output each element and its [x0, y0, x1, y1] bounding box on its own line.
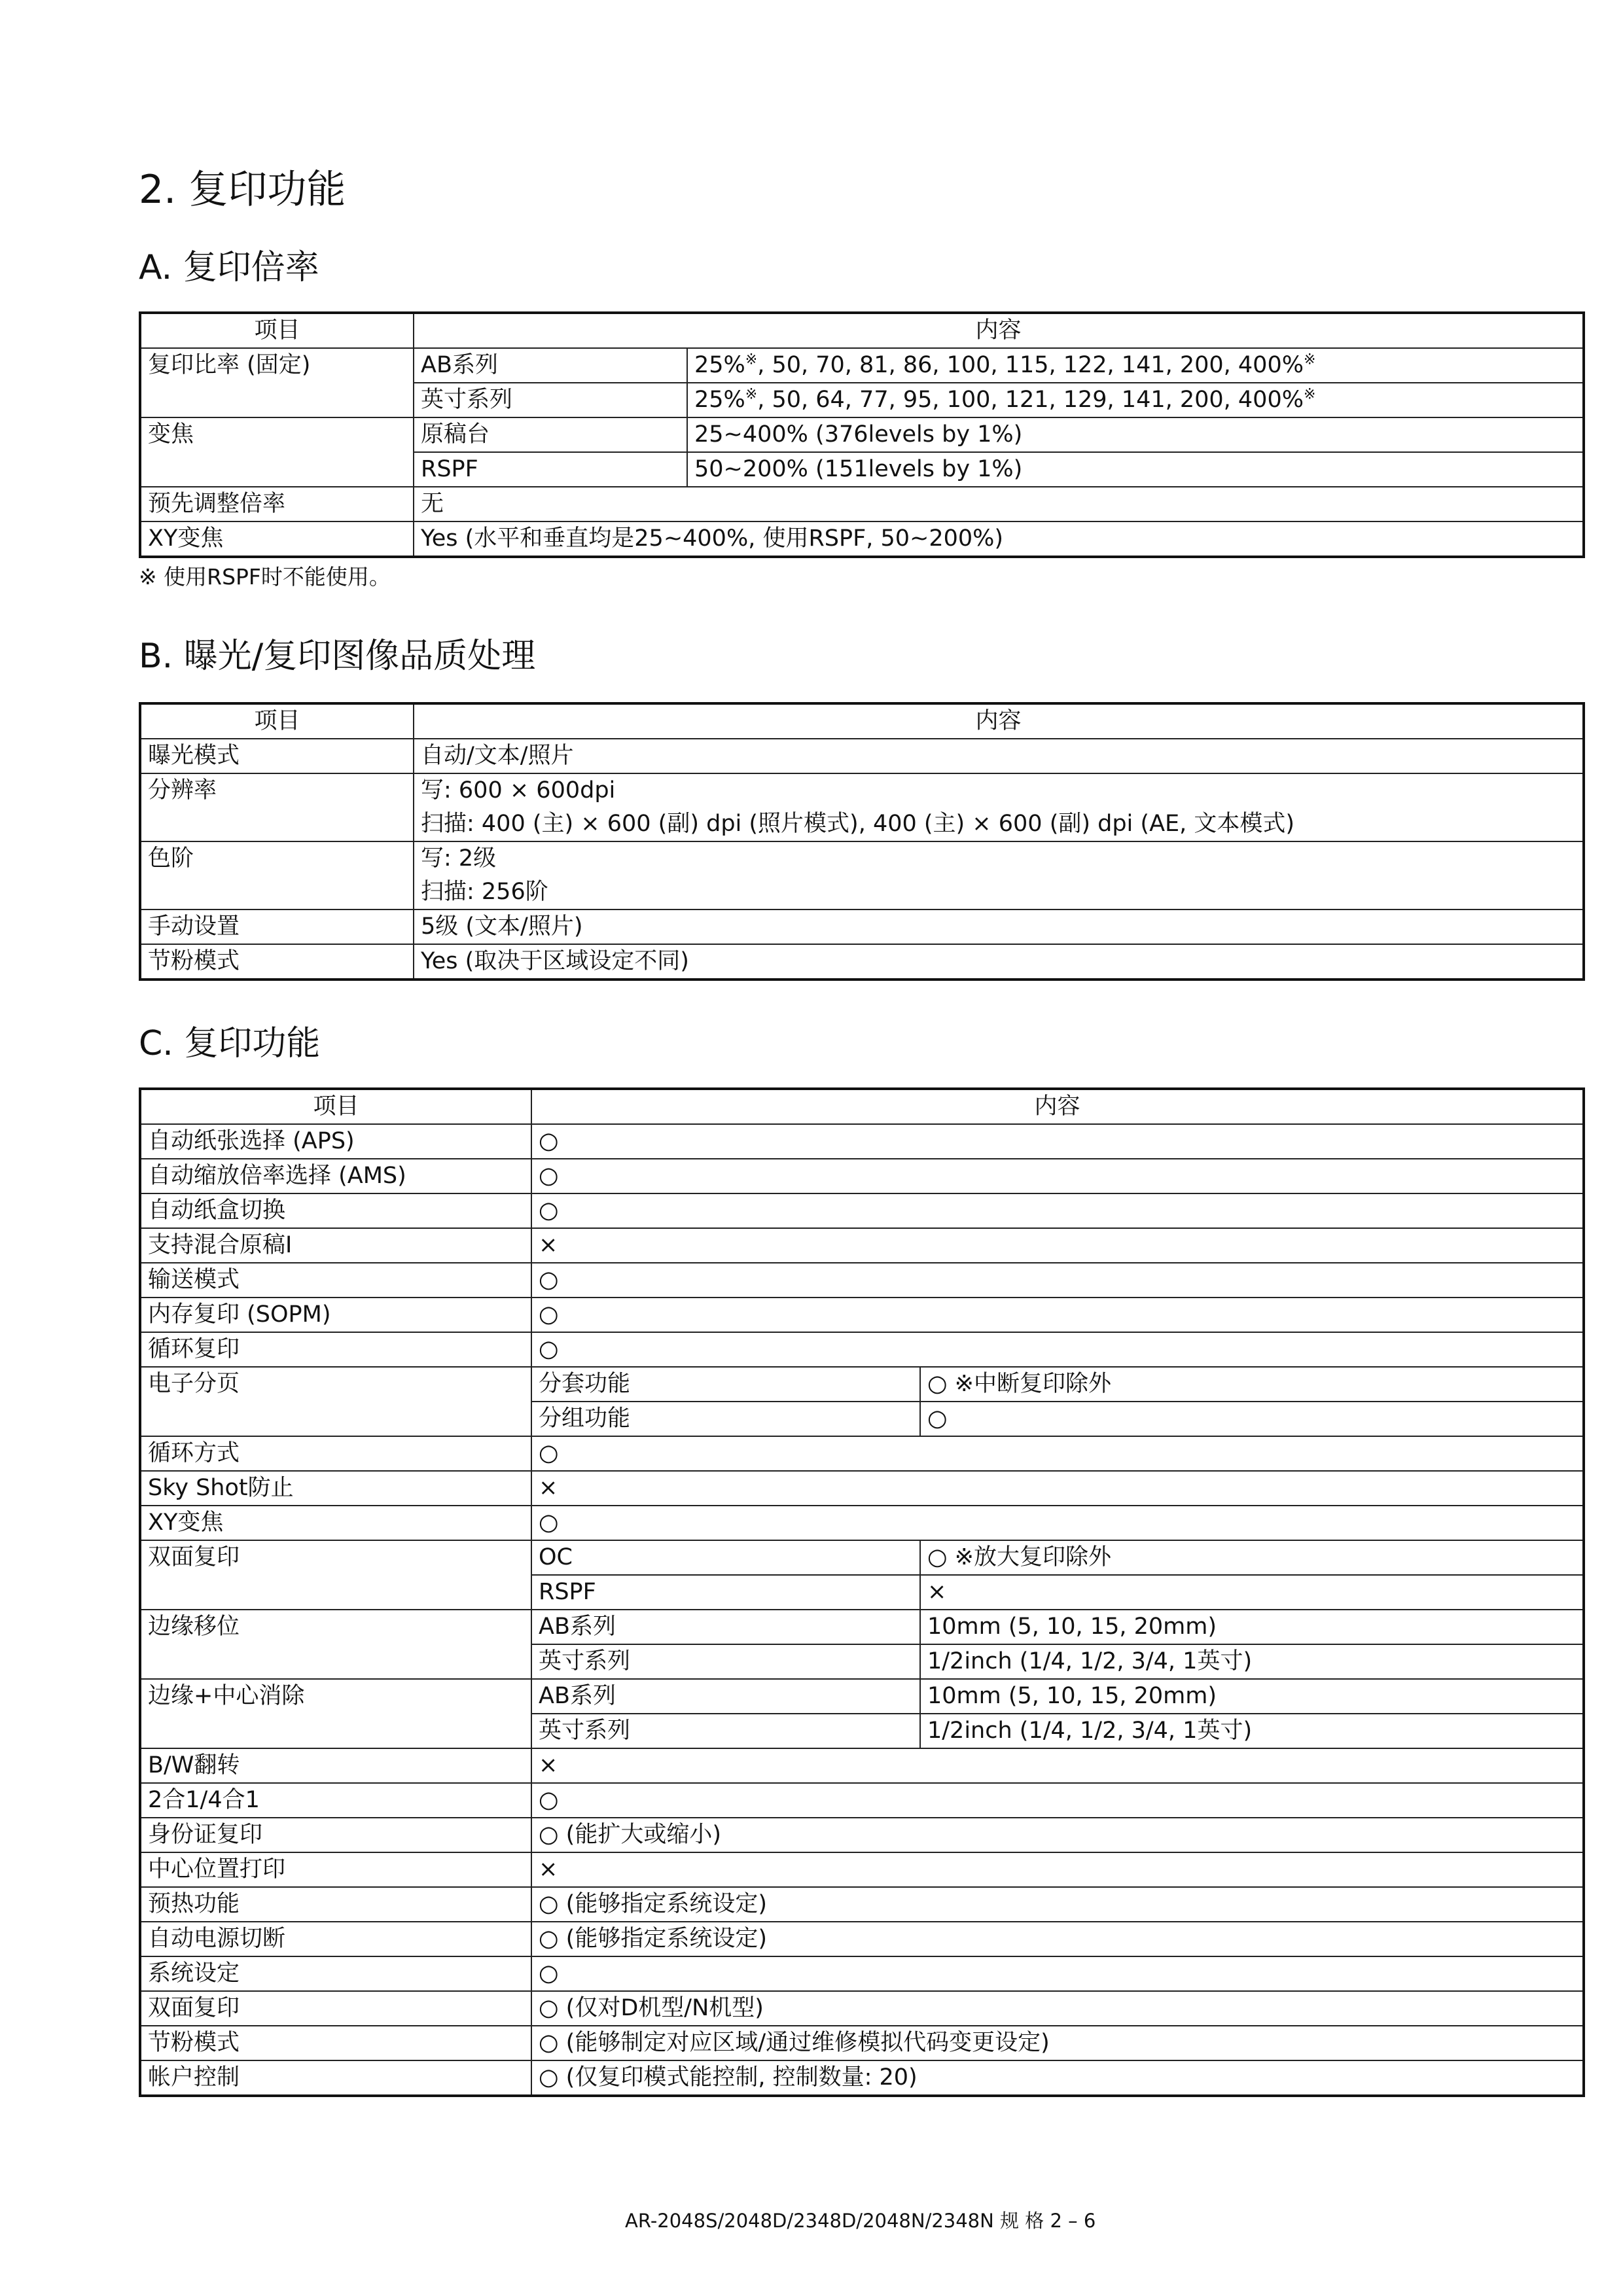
table-row: [140, 2026, 1584, 2060]
header-content: 内容: [414, 313, 1584, 348]
row-value: ○ ※放大复印除外: [920, 1540, 1584, 1575]
row-item: 自动缩放倍率选择 (AMS): [140, 1159, 531, 1193]
table-row: [140, 1367, 1584, 1402]
row-item: 自动纸张选择 (APS): [140, 1124, 531, 1159]
row-value: ○ ※中断复印除外: [920, 1367, 1584, 1402]
row-sub: 英寸系列: [531, 1714, 920, 1748]
row-sub: OC: [531, 1540, 920, 1575]
row-item: 自动纸盒切换: [140, 1193, 531, 1228]
row-sub: 原稿台: [414, 417, 687, 452]
page-title: 2. 复印功能: [139, 167, 346, 213]
table-row: [140, 1159, 1584, 1193]
table-row: [140, 773, 1584, 841]
row-item: 中心位置打印: [140, 1852, 531, 1887]
row-value: 1/2inch (1/4, 1/2, 3/4, 1英寸): [920, 1714, 1584, 1748]
table-row: [140, 1922, 1584, 1956]
row-item: 支持混合原稿I: [140, 1228, 531, 1263]
row-value: ○ (仅复印模式能控制, 控制数量: 20): [531, 2060, 1584, 2096]
row-value: 自动/文本/照片: [414, 739, 1584, 773]
row-value: ○: [920, 1402, 1584, 1436]
row-value: ○: [531, 1124, 1584, 1159]
asterisk-mark: ※: [1303, 386, 1316, 403]
table-row: [140, 1124, 1584, 1159]
row-value: ○: [531, 1263, 1584, 1298]
table-row: [140, 1818, 1584, 1852]
table-row: [140, 1887, 1584, 1922]
exposure-table: [139, 702, 1585, 981]
row-sub: RSPF: [414, 452, 687, 487]
table-row: [140, 1436, 1584, 1471]
table-row: [140, 1332, 1584, 1367]
row-value: ×: [531, 1748, 1584, 1783]
row-value: 5级 (文本/照片): [414, 910, 1584, 944]
table-row: [140, 1748, 1584, 1783]
row-sub: AB系列: [531, 1679, 920, 1714]
row-value: ×: [531, 1852, 1584, 1887]
row-sub: 英寸系列: [414, 383, 687, 417]
copy-functions-table: [139, 1087, 1585, 2097]
section-b-title: B. 曝光/复印图像品质处理: [139, 637, 536, 676]
row-item: 内存复印 (SOPM): [140, 1298, 531, 1332]
table-row: [140, 521, 1584, 557]
row-sub: 英寸系列: [531, 1644, 920, 1679]
header-item: 项目: [140, 703, 414, 739]
row-value: 10mm (5, 10, 15, 20mm): [920, 1679, 1584, 1714]
row-value: ×: [920, 1575, 1584, 1610]
row-value: Yes (取决于区域设定不同): [414, 944, 1584, 980]
row-value: 1/2inch (1/4, 1/2, 3/4, 1英寸): [920, 1644, 1584, 1679]
section-c-title: C. 复印功能: [139, 1024, 321, 1063]
row-value: ○: [531, 1436, 1584, 1471]
row-value: ×: [531, 1228, 1584, 1263]
table-row: [140, 1540, 1584, 1575]
row-value: ○: [531, 1956, 1584, 1991]
table-row: [140, 739, 1584, 773]
table-row: [140, 1783, 1584, 1818]
table-row: [140, 487, 1584, 521]
table-row: [140, 348, 1584, 383]
table-row: [140, 1193, 1584, 1228]
row-item: 边缘+中心消除: [140, 1679, 531, 1748]
row-item: 变焦: [140, 417, 414, 487]
row-value: ○: [531, 1332, 1584, 1367]
table-row: [140, 1263, 1584, 1298]
row-item: 自动电源切断: [140, 1922, 531, 1956]
row-value: ○: [531, 1193, 1584, 1228]
row-item: 循环方式: [140, 1436, 531, 1471]
section-a-title: A. 复印倍率: [139, 248, 319, 287]
table-row: [140, 944, 1584, 980]
row-value: ×: [531, 1471, 1584, 1506]
row-item: 色阶: [140, 841, 414, 910]
table-row: [140, 1506, 1584, 1540]
row-sub: AB系列: [531, 1610, 920, 1644]
row-item: 身份证复印: [140, 1818, 531, 1852]
row-value: 无: [414, 487, 1584, 521]
table-row: [140, 417, 1584, 452]
row-value: ○ (能够指定系统设定): [531, 1922, 1584, 1956]
row-sub: AB系列: [414, 348, 687, 383]
row-item: 帐户控制: [140, 2060, 531, 2096]
row-item: 双面复印: [140, 1540, 531, 1610]
row-item: Sky Shot防止: [140, 1471, 531, 1506]
footnote: ※ 使用RSPF时不能使用。: [139, 564, 391, 590]
row-value: 10mm (5, 10, 15, 20mm): [920, 1610, 1584, 1644]
table-row: [140, 1852, 1584, 1887]
row-item: 预热功能: [140, 1887, 531, 1922]
asterisk-mark: ※: [1303, 351, 1316, 368]
row-item: B/W翻转: [140, 1748, 531, 1783]
row-value: 25~400% (376levels by 1%): [687, 417, 1584, 452]
row-value: ○ (能够指定系统设定): [531, 1887, 1584, 1922]
table-row: [140, 1679, 1584, 1714]
row-item: 复印比率 (固定): [140, 348, 414, 417]
table-header-row: [140, 1089, 1584, 1124]
row-item: 循环复印: [140, 1332, 531, 1367]
table-row: [140, 1298, 1584, 1332]
row-value: 写: 600 × 600dpi 扫描: 400 (主) × 600 (副) dpi (照片模式), 400 (主) × 600 (副) dpi (AE, 文本模式): [414, 773, 1584, 841]
row-value: 25%※, 50, 70, 81, 86, 100, 115, 122, 141, 200, 400%※: [687, 348, 1584, 383]
header-content: 内容: [414, 703, 1584, 739]
page-footer: AR-2048S/2048D/2348D/2048N/2348N 规 格 2 – 6: [625, 2210, 1096, 2232]
row-sub: 分组功能: [531, 1402, 920, 1436]
magnification-table: [139, 311, 1585, 558]
row-item: 2合1/4合1: [140, 1783, 531, 1818]
row-value: 25%※, 50, 64, 77, 95, 100, 121, 129, 141, 200, 400%※: [687, 383, 1584, 417]
row-item: 电子分页: [140, 1367, 531, 1436]
row-item: 曝光模式: [140, 739, 414, 773]
table-row: [140, 1610, 1584, 1644]
row-item: XY变焦: [140, 521, 414, 557]
row-value: ○: [531, 1783, 1584, 1818]
row-item: 双面复印: [140, 1991, 531, 2026]
asterisk-mark: ※: [745, 386, 758, 403]
table-row: [140, 1228, 1584, 1263]
row-sub: RSPF: [531, 1575, 920, 1610]
table-row: [140, 1956, 1584, 1991]
row-value: Yes (水平和垂直均是25~400%, 使用RSPF, 50~200%): [414, 521, 1584, 557]
row-item: 输送模式: [140, 1263, 531, 1298]
row-item: 预先调整倍率: [140, 487, 414, 521]
header-content: 内容: [531, 1089, 1584, 1124]
row-value: ○ (仅对D机型/N机型): [531, 1991, 1584, 2026]
row-item: 节粉模式: [140, 2026, 531, 2060]
header-item: 项目: [140, 1089, 531, 1124]
row-value: ○: [531, 1298, 1584, 1332]
row-value: ○: [531, 1159, 1584, 1193]
row-item: XY变焦: [140, 1506, 531, 1540]
table-row: [140, 910, 1584, 944]
row-item: 节粉模式: [140, 944, 414, 980]
table-row: [140, 841, 1584, 910]
row-item: 边缘移位: [140, 1610, 531, 1679]
table-header-row: [140, 703, 1584, 739]
row-value: 50~200% (151levels by 1%): [687, 452, 1584, 487]
row-sub: 分套功能: [531, 1367, 920, 1402]
header-item: 项目: [140, 313, 414, 348]
row-value: ○ (能够制定对应区域/通过维修模拟代码变更设定): [531, 2026, 1584, 2060]
row-value: ○: [531, 1506, 1584, 1540]
row-item: 分辨率: [140, 773, 414, 841]
row-item: 系统设定: [140, 1956, 531, 1991]
row-value: ○ (能扩大或缩小): [531, 1818, 1584, 1852]
table-header-row: [140, 313, 1584, 348]
row-item: 手动设置: [140, 910, 414, 944]
row-value: 写: 2级 扫描: 256阶: [414, 841, 1584, 910]
asterisk-mark: ※: [745, 351, 758, 368]
table-row: [140, 1471, 1584, 1506]
table-row: [140, 2060, 1584, 2096]
table-row: [140, 1991, 1584, 2026]
